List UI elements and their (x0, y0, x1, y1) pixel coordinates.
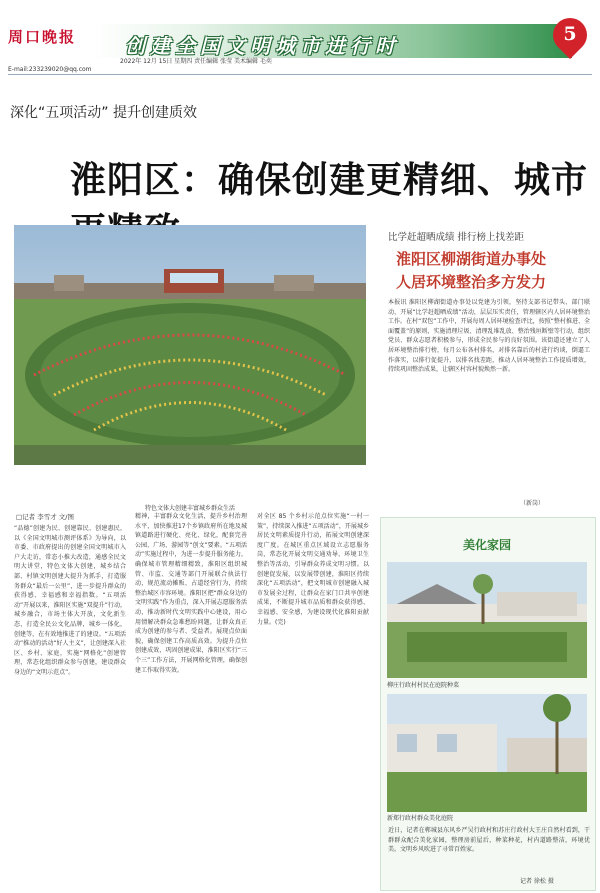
article-column-3: 对全区 85 个乡村示范点位实施“一村一策”，持续深入推进“五项活动”，开展城乡居民文明素质提升行动，拓展文明创建深度广度。在城区重点区域设立志愿服务岗，常态化开展文明交通劝导、环境卫生整治等活动，引导群众养成文明习惯。以创建促发展，以发展带创建，淮阳区持续深化“五项活动”，把文明城市创建融入城市发展全过程，让群众在家门口共享创建成果，不断提升城市品质和群众获得感、幸福感、安全感，为建设现代化淮阳贡献力量。(完) (257, 513, 369, 626)
subheadline: 深化“五项活动” 提升创建质效 (10, 105, 197, 121)
gallery-photo-2 (387, 694, 587, 812)
right-article-kicker: 比学赶超晒成绩 排行榜上找差距 (388, 232, 525, 243)
gallery-credit: 记者 徐松 摄 (520, 878, 554, 885)
event-photo (14, 225, 366, 465)
gallery-photo-1 (387, 562, 587, 678)
photo-caption: 特色文体大创建丰富城乡群众生活 (144, 505, 235, 512)
header-divider (8, 74, 592, 75)
right-article-title (396, 248, 546, 294)
article-column-1: “品德”创建为民、创建靠民、创建惠民，以《全国文明城市测评体系》为导向，以市委、市政府提出的创建全国文明城市入户大走访，常态小推大改造，通感全民文明大讲堂，特色文体大创建，城乡结合部、村镇文明创建大提升为抓手，打造服务群众“最后一公里”，进一步提升群众的获得感、幸福感和幸福指数。“五项活动”开展以来，淮阳区实施“双提升”行动，城乡融合，市场主体大开放，文化新生态，打造全民公文化品牌，城乡一体化，创建等，在有效地推进了的建设。“五项活动”推动的活动“好人主义”，让创建深入社区、乡村、家庭，实施“网格化”创建管理，常态化组织群众参与创建，建设群众身边的“文明示范点”。 (14, 525, 126, 676)
newspaper-logo: 周口晚报 (8, 28, 77, 46)
gallery-caption-1: 柳庄行政村村民在庭院种菜 (387, 682, 460, 689)
section-banner-title: 创建全国文明城市进行时 (125, 34, 400, 58)
article-column-2: 精神，丰富群众文化生活，提升乡村治理水平，加快推进17个乡镇政府所在地及城镇道路进行硬化、亮化、绿化，配套完善公园、广场、游园等“创文”要素。“五项活动”实施过程中，为进一步提升服务能力，确保城市管理精细精致，淮阳区组织城管、市监、交通等部门开展联合执法行动，规范流动摊贩、占道经营行为，持续整治城区市容环境。淮阳区把“群众身边的文明实践”作为重点，深入开展志愿服务活动，推动新时代文明实践中心建设，用心用情解决群众急难愁盼问题，让群众真正成为创建的参与者、受益者。展现点位面貌，确保创建工作高质高效。为提升点位创建成效，巩固创建成果，淮阳区实行“三个三”工作方法，开展网格化管理，确保创建工作取得实效。 (135, 513, 247, 674)
email-line: E-mail:233239020@qq.com (8, 66, 92, 73)
right-article-body: 本报讯 淮阳区柳湖街道办事处以党建为引领，坚持支部书记带头、部门联动，开展“比学赶超晒成绩”活动，层层压实责任，管理辖区内人居环境整治工作。在村“双包”工作中，开展每周人居环境检查评比，按照“整村推进、全面覆盖”的原则，实施清理垃圾、清理乱堆乱放、整治残垣断壁等行动，组织党员、群众志愿者积极参与，形成全民参与的良好氛围。该街道还建立了人居环境整治排行榜，每月公布各村排名，对排名靠后的村进行约谈，倒逼工作落实，以排行促提升，以排名找差距，推动人居环境整治工作提质增效，持续巩固整治成果，让辖区村容村貌焕然一新。 (388, 299, 590, 374)
page-number: 5 (563, 23, 577, 45)
right-article-credit: （新岗） (520, 500, 545, 507)
right-article-title-line2: 人居环境整治多方发力 (396, 273, 547, 291)
gallery-caption-2: 新郑行政村群众美化庭院 (387, 815, 454, 822)
byline: □记者 李雪才 文/图 (16, 513, 74, 521)
right-article-title-line1: 淮阳区柳湖街道办事处 (396, 250, 547, 268)
main-headline: 淮阳区：确保创建更精细、城市 (70, 159, 589, 201)
gallery-title: 美化家园 (462, 538, 511, 552)
date-line: 2022年 12月 15日 星期四 责任编辑 张莹 美术编辑 毛奕 (120, 58, 272, 65)
gallery-body: 近日，记者在郸城县东风乡严吴行政村和苏庄行政村大王庄自然村看到，干群群众配合美化家园，整理房前屋后，种菜种花，村内道路整洁，环境优美。文明乡风吹进了寻常百姓家。 (388, 827, 590, 854)
